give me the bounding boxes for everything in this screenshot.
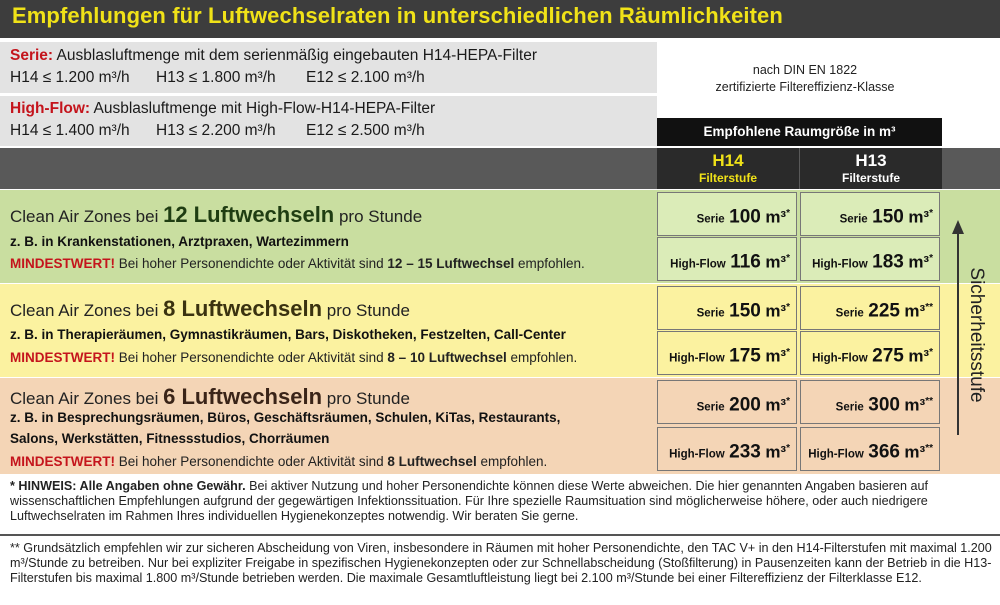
cell-value: 275	[872, 345, 904, 367]
cell-label: High-Flow	[808, 448, 864, 461]
cell-unit: m³	[765, 207, 787, 227]
row-examples: z. B. in Therapieräumen, Gymnastikräumen, Bars, Diskotheken, Festzelten, Call-Center	[10, 327, 566, 342]
hinweis-label: * HINWEIS: Alle Angaben ohne Gewähr.	[10, 479, 246, 493]
column-header-h14	[657, 148, 799, 189]
cell-unit: m³	[904, 442, 926, 462]
column-group-header: Empfohlene Raumgröße in m³	[657, 118, 942, 146]
minimum-end: empfohlen.	[476, 454, 548, 469]
minimum-text: Bei hoher Personendichte oder Aktivität sind	[115, 350, 388, 365]
column-h13-name: H13	[855, 151, 887, 170]
minimum-range: 12 – 15 Luftwechsel	[387, 256, 515, 271]
din-note-line1: nach DIN EN 1822	[752, 63, 858, 77]
cell-label: High-Flow	[670, 258, 726, 271]
minimum-label: MINDESTWERT!	[10, 256, 115, 271]
cell-footnote-marker: *	[786, 347, 790, 358]
column-h14-name: H14	[712, 151, 744, 170]
column-h14-sub: Filterstufe	[698, 171, 757, 185]
cell-footnote-marker: *	[786, 396, 790, 407]
cell-unit: m³	[904, 395, 926, 415]
footnote	[0, 537, 1000, 605]
cell-label: Serie	[835, 307, 864, 320]
serie-info	[0, 42, 657, 93]
cell-footnote-marker: *	[786, 443, 790, 454]
serie-text: Ausblasluftmenge mit dem serienmäßig eingebauten H14-HEPA-Filter	[53, 47, 537, 64]
cell-unit: m³	[908, 346, 930, 366]
minimum-range: 8 – 10 Luftwechsel	[387, 350, 507, 365]
highflow-label: High-Flow:	[10, 100, 91, 117]
hinweis-note	[0, 476, 1000, 533]
cell-footnote-marker: *	[786, 302, 790, 313]
cell-h13-serie	[800, 380, 940, 424]
cell-value: 116	[730, 251, 761, 273]
minimum-end: empfohlen.	[506, 350, 578, 365]
row-examples: z. B. in Krankenstationen, Arztpraxen, Wartezimmern	[10, 234, 349, 249]
cell-h14-serie	[657, 380, 797, 424]
cell-unit: m³	[765, 395, 787, 415]
cell-label: High-Flow	[812, 258, 868, 271]
cell-footnote-marker: *	[929, 253, 933, 264]
minimum-label: MINDESTWERT!	[10, 350, 115, 365]
serie-label: Serie:	[10, 47, 54, 64]
cell-value: 175	[729, 345, 761, 367]
highflow-value-h13: H13 ≤ 2.200 m³/h	[156, 122, 276, 139]
cell-value: 150	[872, 206, 904, 228]
row-title-number: 12 Luftwechseln	[163, 202, 335, 227]
serie-value-h14: H14 ≤ 1.200 m³/h	[10, 69, 130, 86]
row-minimum-note	[10, 350, 577, 365]
cell-value: 150	[729, 300, 761, 322]
row-6-luftwechsel	[0, 378, 1000, 474]
minimum-text: Bei hoher Personendichte oder Aktivität sind	[115, 454, 388, 469]
row-title-prefix: Clean Air Zones bei	[10, 301, 164, 320]
row-title-number: 8 Luftwechseln	[163, 296, 323, 321]
row-title-prefix: Clean Air Zones bei	[10, 207, 164, 226]
din-note-line2: zertifizierte Filtereffizienz-Klasse	[715, 80, 895, 94]
cell-label: Serie	[696, 213, 725, 226]
row-title	[10, 202, 422, 228]
cell-h14-highflow	[657, 331, 797, 375]
row-minimum-note	[10, 454, 547, 469]
highflow-value-h14: H14 ≤ 1.400 m³/h	[10, 122, 130, 139]
din-note	[705, 62, 905, 96]
highflow-value-e12: E12 ≤ 2.500 m³/h	[306, 122, 425, 139]
cell-footnote-marker: **	[925, 396, 933, 407]
cell-unit: m³	[765, 442, 787, 462]
title-bar	[0, 0, 1000, 38]
cell-h13-highflow	[800, 237, 940, 281]
cell-value: 300	[868, 394, 900, 416]
cell-label: High-Flow	[812, 352, 868, 365]
cell-h14-serie	[657, 192, 797, 236]
cell-footnote-marker: *	[786, 253, 790, 264]
cell-value: 225	[868, 300, 900, 322]
hinweis-paragraph	[10, 479, 995, 525]
row-examples-continued: Salons, Werkstätten, Fitnessstudios, Chorräumen	[10, 431, 330, 446]
page-title: Empfehlungen für Luftwechselraten in unterschiedlichen Räumlichkeiten	[12, 3, 783, 28]
row-examples: z. B. in Besprechungsräumen, Büros, Geschäftsräumen, Schulen, KiTas, Restaurants,	[10, 410, 561, 425]
row-title-number: 6 Luftwechseln	[163, 384, 323, 409]
cell-footnote-marker: **	[925, 443, 933, 454]
row-title-suffix: pro Stunde	[334, 207, 423, 226]
minimum-end: empfohlen.	[514, 256, 585, 271]
row-title	[10, 296, 410, 322]
cell-footnote-marker: *	[929, 208, 933, 219]
cell-label: High-Flow	[669, 352, 725, 365]
cell-label: High-Flow	[669, 448, 725, 461]
divider	[0, 534, 1000, 536]
serie-description	[10, 47, 537, 65]
serie-values	[10, 69, 425, 87]
row-title-prefix: Clean Air Zones bei	[10, 389, 164, 408]
column-header-h13	[800, 148, 942, 189]
cell-unit: m³	[904, 301, 926, 321]
minimum-text: Bei hoher Personendichte oder Aktivität sind	[115, 256, 388, 271]
cell-value: 100	[729, 206, 761, 228]
cell-h13-serie	[800, 286, 940, 330]
cell-label: Serie	[839, 213, 868, 226]
row-minimum-note	[10, 256, 585, 271]
row-title-suffix: pro Stunde	[322, 389, 410, 408]
cell-unit: m³	[765, 346, 787, 366]
cell-unit: m³	[908, 207, 930, 227]
column-h13-sub: Filterstufe	[841, 171, 900, 185]
cell-footnote-marker: *	[929, 347, 933, 358]
cell-value: 200	[729, 394, 761, 416]
serie-value-h13: H13 ≤ 1.800 m³/h	[156, 69, 276, 86]
highflow-values	[10, 122, 425, 140]
cell-h13-highflow	[800, 427, 940, 471]
minimum-label: MINDESTWERT!	[10, 454, 115, 469]
cell-h14-serie	[657, 286, 797, 330]
cell-unit: m³	[765, 301, 787, 321]
cell-value: 366	[868, 441, 900, 463]
cell-label: Serie	[696, 401, 725, 414]
cell-h14-highflow	[657, 427, 797, 471]
cell-h13-serie	[800, 192, 940, 236]
footnote-text: ** Grundsätzlich empfehlen wir zur sicheren Abscheidung von Viren, insbesondere in Räumen mit hoher Personendichte, den TAC V+ in den H14-Filterstufen mit maximal 1.200 m³/Stunde zu betreiben. Nur bei expliziter Freigabe in spezifischen Hygienekonzepten oder zur Schnellabscheidung (Stoßfilterung) in Pausenzeiten kann der Betrieb in die H13-Filterstufen bis maximal 1.800 m³/Stunde betrieben werden. Die maximale Gesamtluftleistung liegt bei 2.100 m³/Stunde bei einer Filtereffizienz der Filterklasse E12.	[10, 541, 992, 586]
minimum-range: 8 Luftwechsel	[387, 454, 477, 469]
row-8-luftwechsel	[0, 284, 1000, 377]
row-title	[10, 384, 410, 410]
cell-h13-highflow	[800, 331, 940, 375]
cell-value: 233	[729, 441, 761, 463]
cell-value: 183	[872, 251, 904, 273]
cell-label: Serie	[696, 307, 725, 320]
cell-footnote-marker: **	[925, 302, 933, 313]
safety-level-label	[957, 210, 995, 460]
cell-footnote-marker: *	[786, 208, 790, 219]
cell-h14-highflow	[657, 237, 797, 281]
cell-unit: m³	[908, 252, 930, 272]
serie-value-e12: E12 ≤ 2.100 m³/h	[306, 69, 425, 86]
highflow-description	[10, 100, 435, 118]
highflow-text: Ausblasluftmenge mit High-Flow-H14-HEPA-Filter	[90, 100, 436, 117]
cell-label: Serie	[835, 401, 864, 414]
row-title-suffix: pro Stunde	[322, 301, 410, 320]
cell-unit: m³	[765, 252, 787, 272]
hinweis-text: Bei aktiver Nutzung und hoher Personendichte können diese Werte abweichen. Die hier genannten Angaben basieren auf wissenschaftlichen Empfehlungen aufgrund der gegewärtigen Infektionssituation. Für Ihre spezielle Raumsituation sind möglicherweise höhere, oder auch niedrigere Luftwechselraten im Rahmen Ihres individuellen Hygienekonzeptes notwendig. Wir beraten Sie gerne.	[10, 479, 928, 524]
highflow-info	[0, 96, 657, 146]
row-12-luftwechsel	[0, 190, 1000, 283]
safety-level-text: Sicherheitsstufe	[966, 267, 987, 403]
